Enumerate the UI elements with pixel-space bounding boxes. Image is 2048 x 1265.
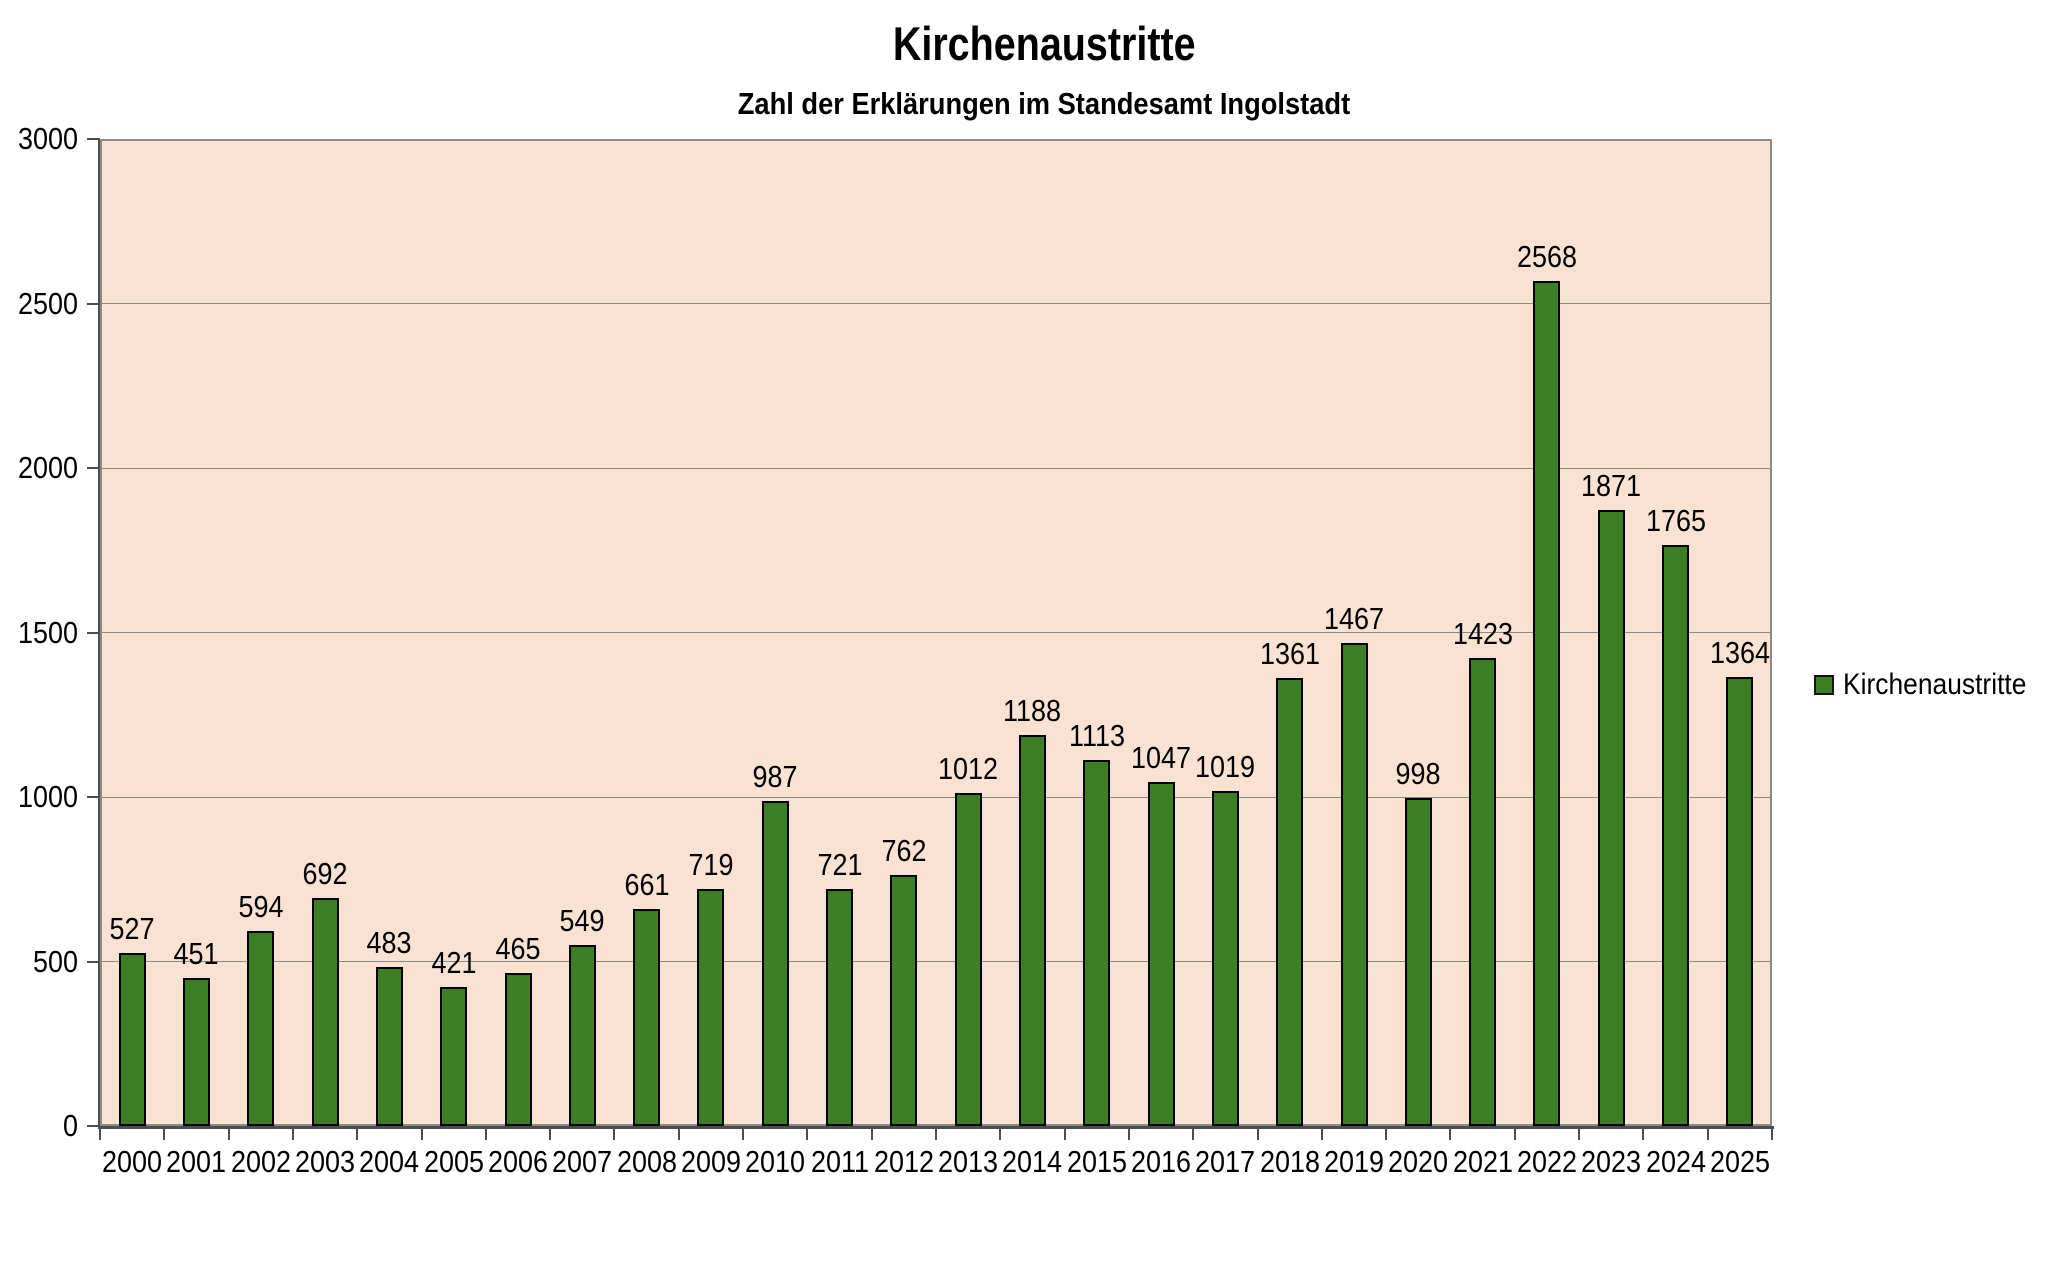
bar-2023 bbox=[1598, 510, 1625, 1126]
chart-subtitle bbox=[40, 86, 2048, 122]
x-axis-tick-15 bbox=[1064, 1128, 1066, 1140]
bar-value-label-2010: 987 bbox=[752, 759, 798, 795]
y-axis-label-500: 500 bbox=[32, 943, 78, 979]
bar-2014 bbox=[1019, 735, 1046, 1126]
y-axis-label-2000: 2000 bbox=[17, 450, 79, 485]
y-axis-tick-2000 bbox=[87, 467, 100, 469]
bar-2003 bbox=[312, 898, 339, 1126]
bar-2007 bbox=[569, 945, 596, 1126]
x-axis-label-2011: 2011 bbox=[810, 1144, 869, 1179]
x-axis-tick-14 bbox=[999, 1128, 1001, 1140]
chart-subtitle-text: Zahl der Erklärungen im Standesamt Ingolstadt bbox=[737, 86, 1351, 121]
bar-2025 bbox=[1726, 677, 1753, 1126]
x-axis-tick-21 bbox=[1449, 1128, 1451, 1140]
y-axis-label-1500: 1500 bbox=[17, 614, 79, 650]
x-axis-tick-17 bbox=[1192, 1128, 1194, 1140]
y-axis-label-0: 0 bbox=[62, 1108, 78, 1143]
bar-2019 bbox=[1341, 643, 1368, 1126]
bar-2013 bbox=[955, 793, 982, 1126]
gridline-2500 bbox=[100, 303, 1772, 304]
x-axis-label-2020: 2020 bbox=[1388, 1144, 1449, 1179]
y-axis-label-2500: 2500 bbox=[17, 285, 79, 321]
y-axis-line bbox=[98, 139, 100, 1128]
x-axis-label-2019: 2019 bbox=[1323, 1144, 1385, 1179]
bar-2004 bbox=[376, 967, 403, 1126]
bar-value-label-2018: 1361 bbox=[1259, 636, 1320, 672]
bar-value-label-2015: 1113 bbox=[1068, 717, 1125, 753]
x-axis-tick-19 bbox=[1321, 1128, 1323, 1140]
bar-value-label-2013: 1012 bbox=[938, 751, 999, 787]
y-axis-tick-1000 bbox=[87, 796, 100, 798]
bar-2006 bbox=[505, 973, 532, 1126]
bar-2012 bbox=[890, 875, 917, 1126]
x-axis-tick-13 bbox=[935, 1128, 937, 1140]
x-axis-tick-16 bbox=[1128, 1128, 1130, 1140]
bar-value-label-2022: 2568 bbox=[1516, 239, 1577, 275]
chart-title-text: Kirchenaustritte bbox=[892, 17, 1196, 70]
x-axis-tick-8 bbox=[613, 1128, 615, 1140]
bar-value-label-2004: 483 bbox=[366, 925, 412, 961]
bar-value-label-2008: 661 bbox=[624, 866, 670, 902]
x-axis-tick-1 bbox=[163, 1128, 165, 1140]
bar-2020 bbox=[1405, 798, 1432, 1126]
x-axis-tick-25 bbox=[1707, 1128, 1709, 1140]
bar-value-label-2021: 1423 bbox=[1452, 615, 1513, 651]
bar-2021 bbox=[1469, 658, 1496, 1126]
x-axis-label-2001: 2001 bbox=[166, 1144, 227, 1179]
x-axis-tick-11 bbox=[806, 1128, 808, 1140]
y-axis-tick-1500 bbox=[87, 632, 100, 634]
bar-value-label-2001: 451 bbox=[173, 935, 219, 971]
bar-value-label-2019: 1467 bbox=[1323, 601, 1385, 637]
bar-value-label-2011: 721 bbox=[817, 846, 863, 882]
x-axis-label-2024: 2024 bbox=[1645, 1144, 1706, 1179]
x-axis-tick-23 bbox=[1578, 1128, 1580, 1140]
x-axis-tick-9 bbox=[678, 1128, 680, 1140]
y-axis-tick-0 bbox=[87, 1125, 100, 1127]
chart-title bbox=[40, 16, 2048, 71]
bar-value-label-2009: 719 bbox=[688, 847, 734, 883]
bar-2002 bbox=[247, 931, 274, 1126]
bar-2010 bbox=[762, 801, 789, 1126]
x-axis-label-2003: 2003 bbox=[295, 1144, 356, 1179]
bar-2000 bbox=[119, 953, 146, 1126]
gridline-500 bbox=[100, 961, 1772, 962]
x-axis-label-2016: 2016 bbox=[1131, 1144, 1192, 1179]
bar-2015 bbox=[1083, 760, 1110, 1126]
bar-2018 bbox=[1276, 678, 1303, 1126]
x-axis-label-2007: 2007 bbox=[552, 1144, 613, 1179]
legend-label: Kirchenaustritte bbox=[1843, 668, 2027, 701]
bar-value-label-2005: 421 bbox=[431, 945, 477, 981]
bar-value-label-2020: 998 bbox=[1395, 755, 1441, 791]
x-axis-tick-24 bbox=[1642, 1128, 1644, 1140]
bar-2009 bbox=[697, 889, 724, 1126]
bar-value-label-2025: 1364 bbox=[1709, 635, 1770, 671]
x-axis-label-2002: 2002 bbox=[230, 1144, 291, 1179]
x-axis-label-2008: 2008 bbox=[616, 1144, 677, 1179]
x-axis-label-2025: 2025 bbox=[1709, 1144, 1770, 1179]
x-axis-label-2018: 2018 bbox=[1259, 1144, 1320, 1179]
x-axis-label-2015: 2015 bbox=[1066, 1144, 1127, 1179]
bar-value-label-2023: 1871 bbox=[1581, 468, 1642, 504]
gridline-2000 bbox=[100, 468, 1772, 469]
x-axis-label-2021: 2021 bbox=[1452, 1144, 1513, 1179]
x-axis-label-2013: 2013 bbox=[938, 1144, 999, 1179]
x-axis-label-2023: 2023 bbox=[1581, 1144, 1642, 1179]
x-axis-label-2012: 2012 bbox=[873, 1144, 934, 1179]
x-axis-tick-3 bbox=[292, 1128, 294, 1140]
x-axis-label-2006: 2006 bbox=[487, 1144, 549, 1179]
x-axis-label-2017: 2017 bbox=[1195, 1144, 1256, 1179]
y-axis-tick-2500 bbox=[87, 303, 100, 305]
y-axis-tick-500 bbox=[87, 961, 100, 963]
bar-2022 bbox=[1533, 281, 1560, 1126]
x-axis-tick-7 bbox=[549, 1128, 551, 1140]
x-axis-tick-0 bbox=[99, 1128, 101, 1140]
bar-value-label-2006: 465 bbox=[495, 931, 541, 966]
x-axis-label-2004: 2004 bbox=[359, 1144, 420, 1179]
x-axis-tick-20 bbox=[1385, 1128, 1387, 1140]
x-axis-label-2000: 2000 bbox=[102, 1144, 163, 1179]
legend-swatch bbox=[1814, 675, 1834, 695]
bar-2024 bbox=[1662, 545, 1689, 1126]
bar-2016 bbox=[1148, 782, 1175, 1126]
x-axis-tick-2 bbox=[228, 1128, 230, 1140]
bar-value-label-2017: 1019 bbox=[1195, 748, 1256, 784]
x-axis-tick-6 bbox=[485, 1128, 487, 1140]
x-axis-label-2005: 2005 bbox=[423, 1144, 484, 1179]
bar-value-label-2000: 527 bbox=[109, 910, 155, 946]
x-axis-tick-4 bbox=[356, 1128, 358, 1140]
x-axis-label-2010: 2010 bbox=[745, 1144, 806, 1179]
x-axis-tick-22 bbox=[1514, 1128, 1516, 1140]
bar-value-label-2002: 594 bbox=[238, 888, 284, 924]
bar-value-label-2016: 1047 bbox=[1131, 739, 1192, 775]
bar-2005 bbox=[440, 987, 467, 1126]
bar-2011 bbox=[826, 889, 853, 1126]
gridline-1000 bbox=[100, 797, 1772, 798]
gridline-1500 bbox=[100, 632, 1772, 633]
bar-2008 bbox=[633, 909, 660, 1126]
bar-value-label-2024: 1765 bbox=[1645, 503, 1706, 539]
bar-2017 bbox=[1212, 791, 1239, 1126]
x-axis-tick-5 bbox=[421, 1128, 423, 1140]
bar-value-label-2003: 692 bbox=[302, 856, 348, 892]
bar-value-label-2007: 549 bbox=[559, 903, 605, 939]
x-axis-tick-10 bbox=[742, 1128, 744, 1140]
x-axis-tick-26 bbox=[1771, 1128, 1773, 1140]
x-axis-tick-12 bbox=[871, 1128, 873, 1140]
bar-value-label-2014: 1188 bbox=[1003, 693, 1062, 729]
x-axis-label-2022: 2022 bbox=[1516, 1144, 1577, 1179]
y-axis-tick-3000 bbox=[87, 138, 100, 140]
x-axis-label-2009: 2009 bbox=[680, 1144, 741, 1179]
legend bbox=[1814, 668, 2048, 702]
x-axis-label-2014: 2014 bbox=[1002, 1144, 1063, 1179]
bar-2001 bbox=[183, 978, 210, 1126]
bar-value-label-2012: 762 bbox=[881, 833, 927, 869]
y-axis-label-1000: 1000 bbox=[17, 779, 79, 814]
x-axis-tick-18 bbox=[1257, 1128, 1259, 1140]
y-axis-label-3000: 3000 bbox=[17, 121, 79, 156]
